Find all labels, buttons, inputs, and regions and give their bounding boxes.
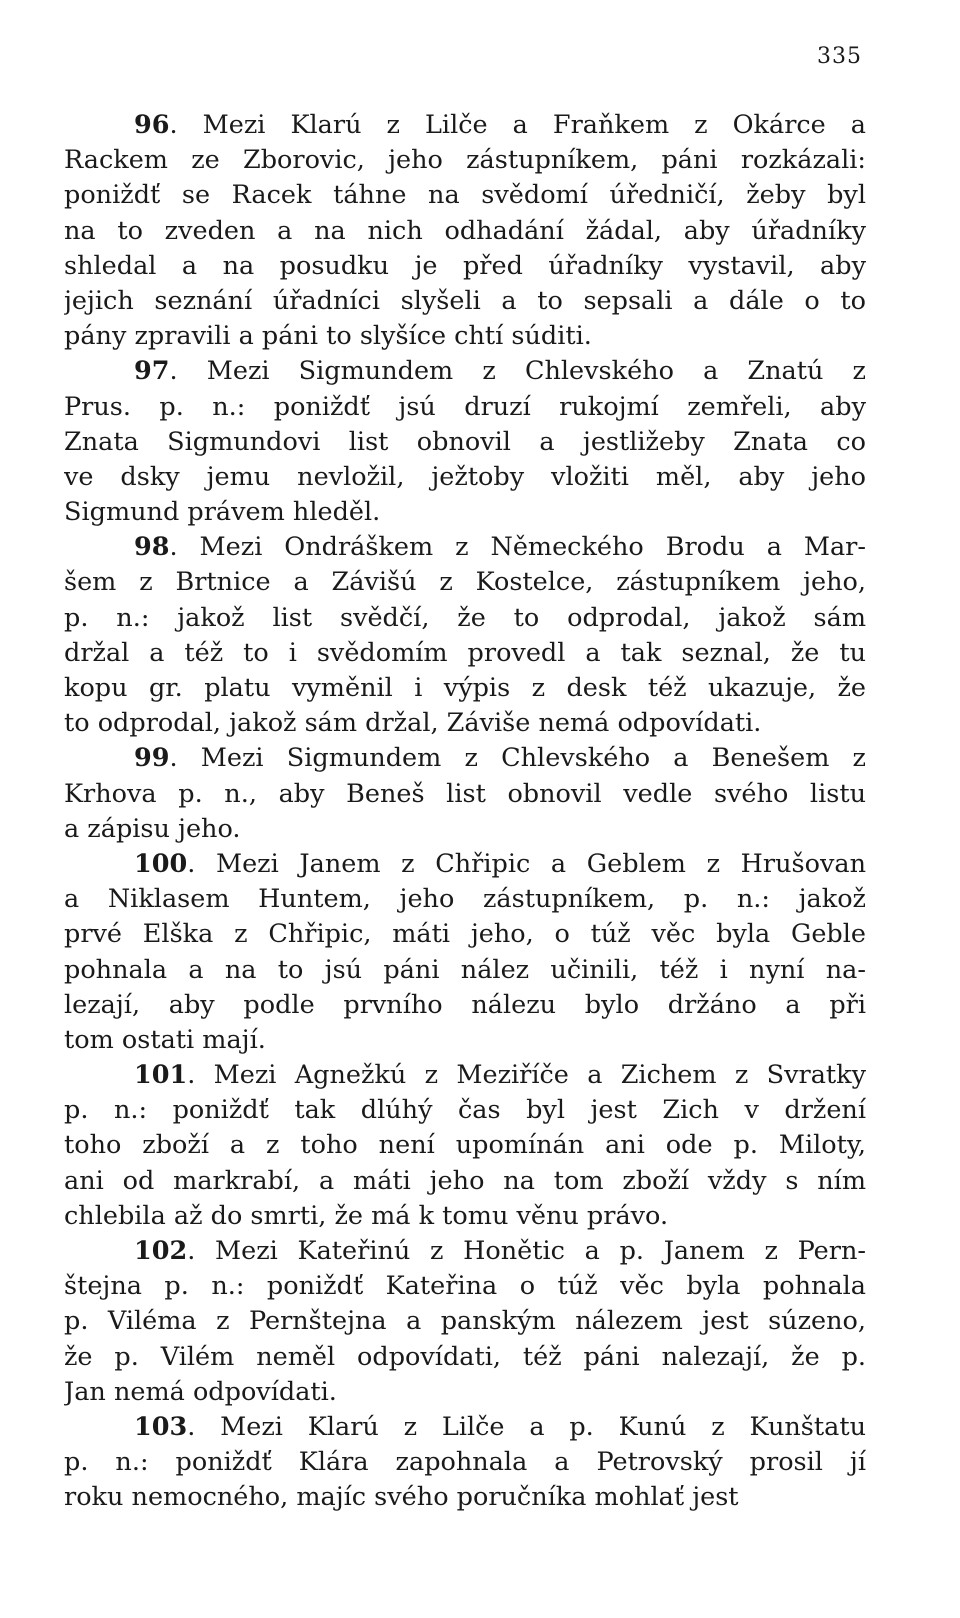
text-line <box>64 741 866 776</box>
line-text: . Mezi Ondráškem z Německého Brodu a Mar- <box>169 532 866 563</box>
text-line <box>64 1164 866 1199</box>
line-text: . Mezi Klarú z Lilče a p. Kunú z Kunštatu <box>187 1411 866 1442</box>
text-line <box>64 425 866 460</box>
text-line <box>64 1445 866 1480</box>
text-line <box>64 601 866 636</box>
text-line <box>64 530 866 565</box>
line-text: Znata Sigmundovi list obnovil a jestližeby Znata co <box>64 426 866 457</box>
text-line <box>64 495 866 530</box>
line-text: . Mezi Sigmundem z Chlevského a Benešem z <box>169 743 866 774</box>
text-line <box>64 812 866 847</box>
paragraph-number: 96 <box>134 110 170 140</box>
line-text: poniždť se Racek táhne na svědomí úředničí, žeby byl <box>64 180 866 211</box>
text-line <box>64 1375 866 1410</box>
text-block <box>64 108 866 1516</box>
text-line <box>64 706 866 741</box>
line-text: pány zpravili a páni to slyšíce chtí súditi. <box>64 321 592 352</box>
line-text: lezají, aby podle prvního nálezu bylo držáno a při <box>64 989 866 1020</box>
line-text: p. n.: poniždť tak dlúhý čas byl jest Zich v držení <box>64 1095 866 1126</box>
line-text: p. Viléma z Pernštejna a panským nálezem jest súzeno, <box>64 1306 866 1337</box>
text-line <box>64 1269 866 1304</box>
line-text: toho zboží a z toho není upomínán ani ode p. Miloty, <box>64 1130 866 1161</box>
line-text: to odprodal, jakož sám držal, Záviše nemá odpovídati. <box>64 708 762 739</box>
text-line <box>64 1234 866 1269</box>
text-line <box>64 1128 866 1163</box>
text-line <box>64 1340 866 1375</box>
text-line <box>64 1093 866 1128</box>
text-line <box>64 354 866 389</box>
paragraph-99 <box>64 741 866 847</box>
paragraph-102 <box>64 1234 866 1410</box>
line-text: . Mezi Janem z Chřipic a Geblem z Hrušovan <box>187 848 866 879</box>
line-text: a zápisu jeho. <box>64 813 241 844</box>
text-line <box>64 108 866 143</box>
paragraph-number: 101 <box>134 1060 188 1091</box>
line-text: Krhova p. n., aby Beneš list obnovil vedle svého listu <box>64 778 866 809</box>
text-line <box>64 988 866 1023</box>
line-text: Rackem ze Zborovic, jeho zástupníkem, páni rozkázali: <box>64 145 866 176</box>
paragraph-number: 102 <box>134 1236 188 1266</box>
line-text: chlebila až do smrti, že má k tomu věnu právo. <box>64 1200 669 1231</box>
paragraph-number: 97 <box>134 356 170 387</box>
line-text: že p. Vilém neměl odpovídati, též páni nalezají, že p. <box>64 1341 866 1372</box>
line-text: . Mezi Sigmundem z Chlevského a Znatú z <box>169 356 866 387</box>
line-text: šem z Brtnice a Závišú z Kostelce, zástupníkem jeho, <box>64 567 866 598</box>
line-text: kopu gr. platu vyměnil i výpis z desk též ukazuje, že <box>64 673 866 703</box>
line-text: Sigmund právem hleděl. <box>64 497 381 528</box>
line-text: na to zveden a na nich odhadání žádal, aby úřadníky <box>64 215 866 246</box>
paragraph-number: 100 <box>134 848 188 879</box>
line-text: Jan nemá odpovídati. <box>64 1376 337 1407</box>
text-line <box>64 143 866 178</box>
paragraph-98 <box>64 530 866 741</box>
line-text: pohnala a na to jsú páni nález učinili, též i nyní na- <box>64 954 866 985</box>
text-line <box>64 777 866 812</box>
line-text: jejich seznání úřadníci slyšeli a to sepsali a dále o to <box>64 285 866 316</box>
page-number: 335 <box>817 44 862 69</box>
paragraph-103 <box>64 1410 866 1516</box>
line-text: ve dsky jemu nevložil, ježtoby vložiti měl, aby jeho <box>64 461 866 492</box>
text-line <box>64 1480 866 1515</box>
paragraph-number: 98 <box>134 532 170 563</box>
text-line <box>64 847 866 882</box>
line-text: p. n.: poniždť Klára zapohnala a Petrovský prosil jí <box>64 1447 866 1478</box>
text-line <box>64 917 866 952</box>
line-text: držal a též to i svědomím provedl a tak seznal, že tu <box>64 637 866 668</box>
text-line <box>64 1199 866 1234</box>
line-text: prvé Elška z Chřipic, máti jeho, o túž věc byla Geble <box>64 919 866 950</box>
text-line <box>64 390 866 425</box>
text-line <box>64 249 866 284</box>
text-line <box>64 178 866 213</box>
line-text: . Mezi Kateřinú z Honětic a p. Janem z Pern- <box>187 1236 866 1266</box>
line-text: Prus. p. n.: poniždť jsú druzí rukojmí zemřeli, aby <box>64 391 866 422</box>
text-line <box>64 1058 866 1093</box>
paragraph-101 <box>64 1058 866 1234</box>
line-text: . Mezi Klarú z Lilče a Fraňkem z Okárce a <box>169 110 866 140</box>
paragraph-97 <box>64 354 866 530</box>
line-text: ani od markrabí, a máti jeho na tom zboží vždy s ním <box>64 1165 866 1196</box>
text-line <box>64 214 866 249</box>
text-line <box>64 460 866 495</box>
paragraph-number: 103 <box>134 1411 188 1442</box>
text-line <box>64 1023 866 1058</box>
line-text: tom ostati mají. <box>64 1024 266 1055</box>
text-line <box>64 636 866 671</box>
line-text: p. n.: jakož list svědčí, že to odprodal, jakož sám <box>64 602 866 633</box>
line-text: . Mezi Agnežkú z Meziříče a Zichem z Svratky <box>187 1060 866 1091</box>
text-line <box>64 565 866 600</box>
text-line <box>64 882 866 917</box>
line-text: a Niklasem Huntem, jeho zástupníkem, p. n.: jakož <box>64 884 866 915</box>
text-line <box>64 953 866 988</box>
text-line <box>64 319 866 354</box>
paragraph-100 <box>64 847 866 1058</box>
paragraph-96 <box>64 108 866 354</box>
line-text: shledal a na posudku je před úřadníky vystavil, aby <box>64 250 866 281</box>
paragraph-number: 99 <box>134 743 170 774</box>
text-line <box>64 284 866 319</box>
line-text: štejna p. n.: poniždť Kateřina o túž věc byla pohnala <box>64 1271 866 1302</box>
text-line <box>64 1410 866 1445</box>
text-line <box>64 1304 866 1339</box>
text-line <box>64 671 866 706</box>
line-text: roku nemocného, majíc svého poručníka mohlať jest <box>64 1482 739 1513</box>
